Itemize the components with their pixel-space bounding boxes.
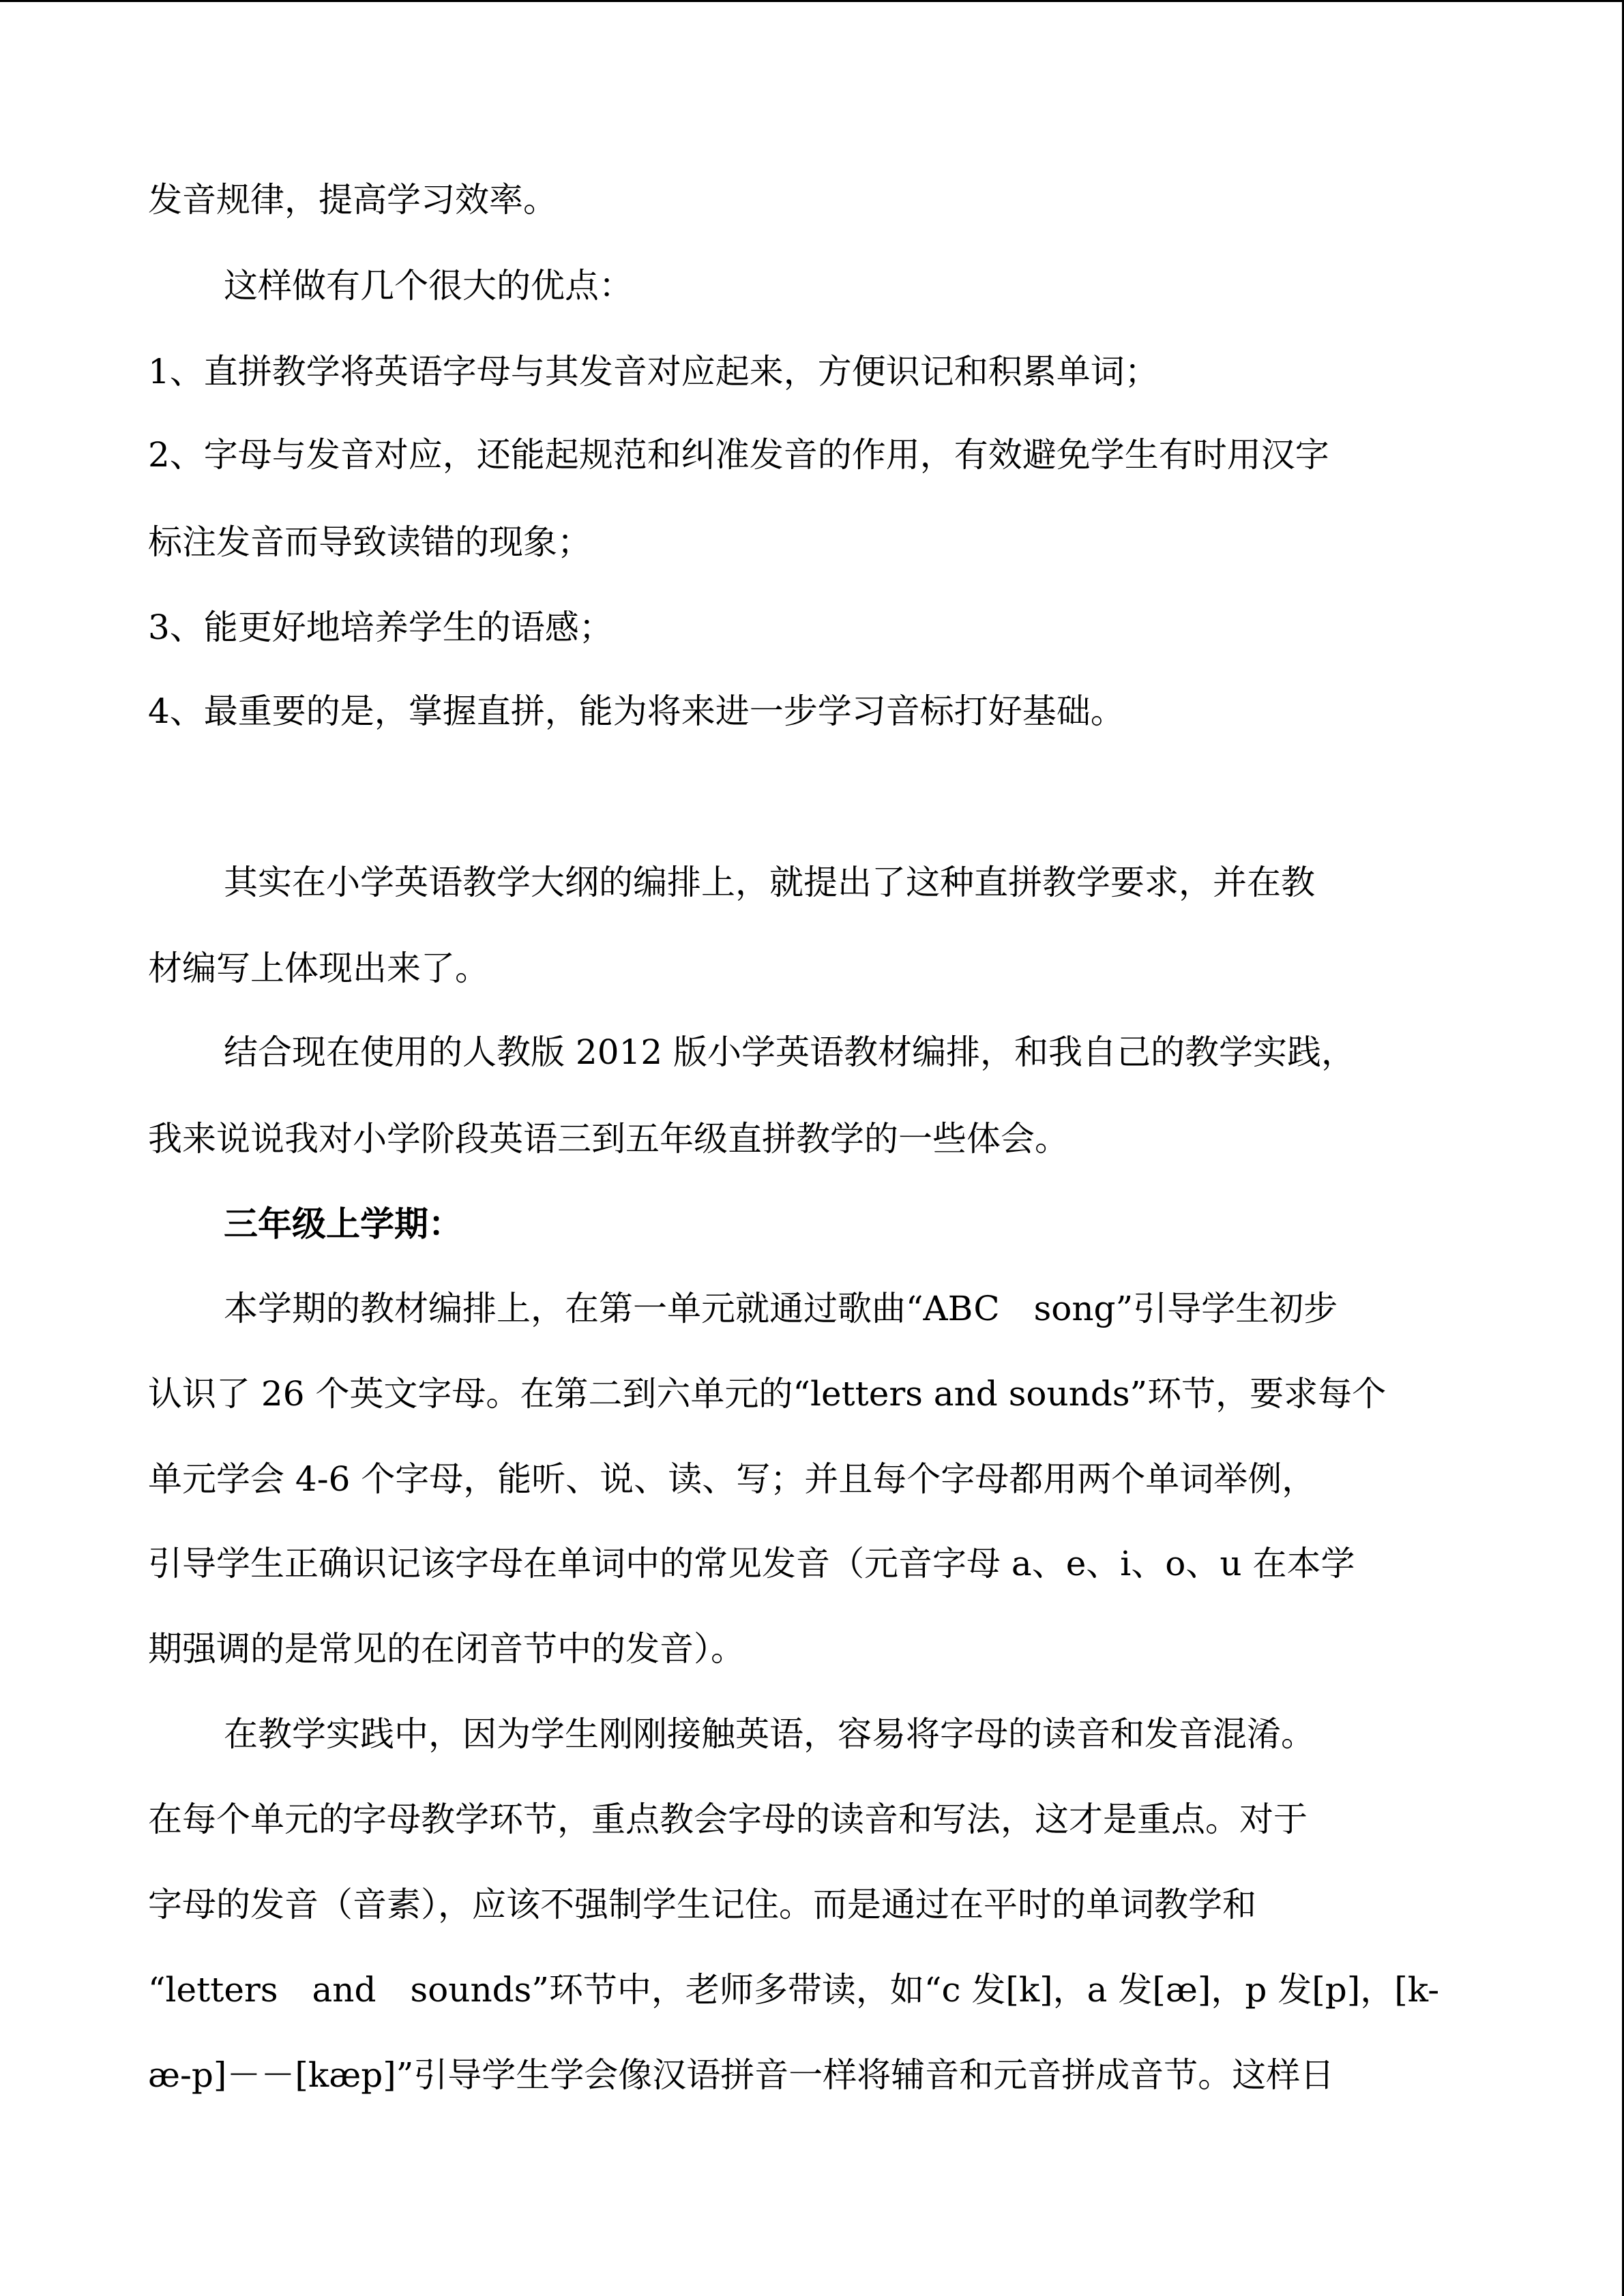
list-item-continuation: 标注发音而导致读错的现象； — [148, 522, 591, 562]
section-heading: 三年级上学期： — [224, 1204, 462, 1244]
paragraph-line: 在每个单元的字母教学环节，重点教会字母的读音和写法，这才是重点。对于 — [148, 1800, 1308, 1839]
paragraph-line: 认识了 26 个英文字母。在第二到六单元的“letters and sounds”环节，要求每个 — [148, 1374, 1387, 1414]
list-item: 1、直拼教学将英语字母与其发音对应起来，方便识记和积累单词； — [148, 352, 1159, 391]
paragraph-line: æ-p]－－[kæp]”引导学生学会像汉语拼音一样将辅音和元音拼成音节。这样日 — [148, 2055, 1335, 2095]
list-item: 3、能更好地培养学生的语感； — [148, 608, 613, 647]
paragraph-line: 单元学会 4-6 个字母，能听、说、读、写；并且每个字母都用两个单词举例， — [148, 1459, 1316, 1499]
paragraph-line: 期强调的是常见的在闭音节中的发音）。 — [148, 1629, 745, 1669]
paragraph-line: 本学期的教材编排上，在第一单元就通过歌曲“ABC song”引导学生初步 — [224, 1289, 1338, 1328]
paragraph-line: 其实在小学英语教学大纲的编排上，就提出了这种直拼教学要求，并在教 — [224, 863, 1315, 902]
paragraph-line: “letters and sounds”环节中，老师多带读，如“c 发[k]，a 发[æ]，p 发[p]，[k- — [148, 1970, 1440, 2010]
paragraph-line: 材编写上体现出来了。 — [148, 949, 489, 988]
paragraph-line: 引导学生正确识记该字母在单词中的常见发音（元音字母 a、e、i、o、u 在本学 — [148, 1544, 1355, 1583]
paragraph-line: 结合现在使用的人教版 2012 版小学英语教材编排，和我自己的教学实践， — [224, 1032, 1356, 1072]
paragraph-line: 字母的发音（音素），应该不强制学生记住。而是通过在平时的单词教学和 — [148, 1885, 1256, 1924]
paragraph-line: 发音规律，提高学习效率。 — [148, 180, 557, 220]
paragraph-line: 我来说说我对小学阶段英语三到五年级直拼教学的一些体会。 — [148, 1119, 1069, 1159]
paragraph-line: 这样做有几个很大的优点： — [224, 266, 633, 305]
list-item: 2、字母与发音对应，还能起规范和纠准发音的作用，有效避免学生有时用汉字 — [148, 435, 1329, 475]
list-item: 4、最重要的是，掌握直拼，能为将来进一步学习音标打好基础。 — [148, 691, 1125, 731]
paragraph-line: 在教学实践中，因为学生刚刚接触英语，容易将字母的读音和发音混淆。 — [224, 1714, 1315, 1754]
